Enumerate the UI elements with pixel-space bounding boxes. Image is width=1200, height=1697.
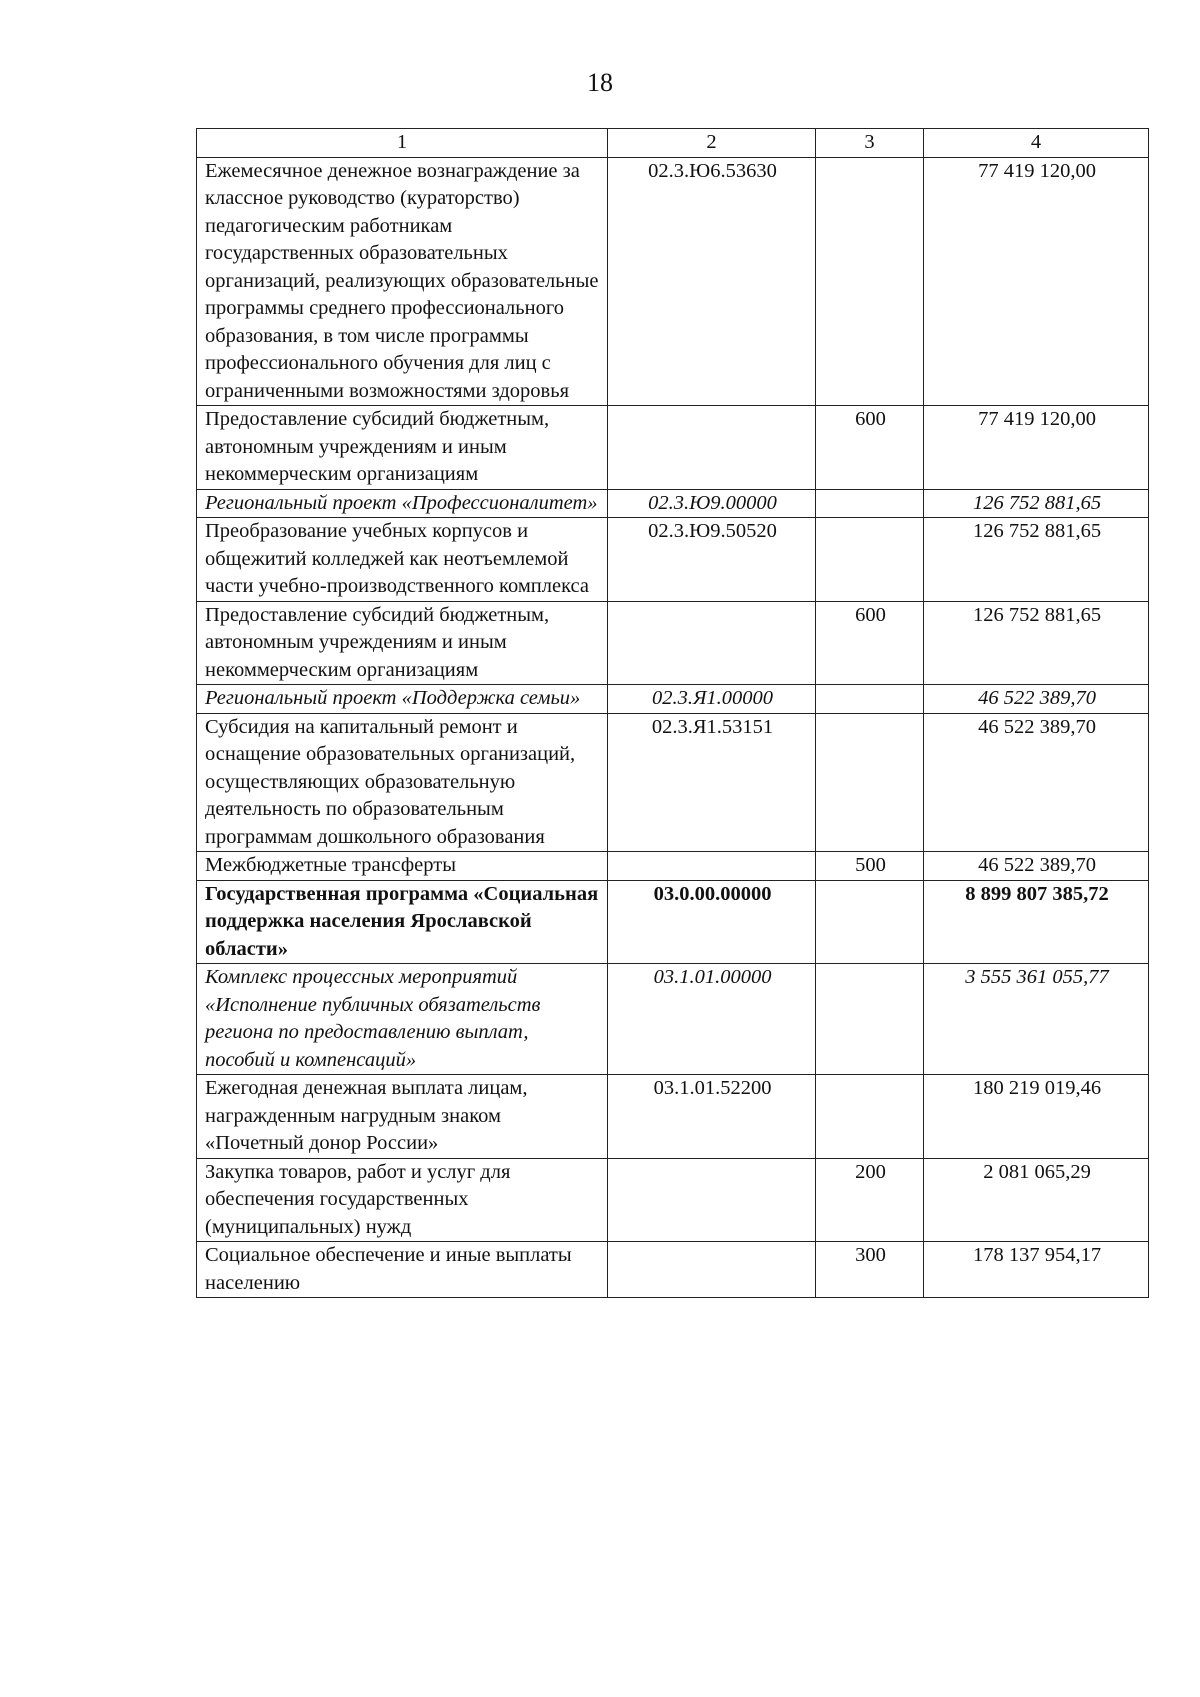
table-header-row	[197, 129, 1149, 158]
row-amount-cell: 46 522 389,70	[924, 713, 1149, 852]
row-code-cell: 02.3.Ю9.50520	[608, 518, 816, 602]
row-amount-cell: 77 419 120,00	[924, 157, 1149, 406]
row-name-cell: Предоставление субсидий бюджетным, автономным учреждениям и иным некоммерческим организациям	[197, 406, 608, 490]
row-expense-type-cell	[816, 713, 924, 852]
row-name-cell: Преобразование учебных корпусов и общежитий колледжей как неотъемлемой части учебно-производственного комплекса	[197, 518, 608, 602]
row-expense-type-cell: 500	[816, 852, 924, 881]
row-amount-cell: 77 419 120,00	[924, 406, 1149, 490]
table-row	[197, 157, 1149, 406]
row-expense-type-cell	[816, 685, 924, 714]
row-expense-type-cell: 600	[816, 406, 924, 490]
row-amount-cell: 180 219 019,46	[924, 1075, 1149, 1159]
page-number: 18	[587, 68, 613, 97]
row-amount-cell: 126 752 881,65	[924, 518, 1149, 602]
budget-table-body	[197, 129, 1149, 1298]
column-header: 1	[197, 129, 608, 158]
row-name-cell: Государственная программа «Социальная поддержка населения Ярославской области»	[197, 880, 608, 964]
row-code-cell: 03.0.00.00000	[608, 880, 816, 964]
row-code-cell: 03.1.01.00000	[608, 964, 816, 1075]
row-code-cell	[608, 852, 816, 881]
row-expense-type-cell	[816, 518, 924, 602]
row-code-cell	[608, 601, 816, 685]
row-expense-type-cell	[816, 964, 924, 1075]
row-name-cell: Предоставление субсидий бюджетным, автономным учреждениям и иным некоммерческим организациям	[197, 601, 608, 685]
row-code-cell: 02.3.Ю9.00000	[608, 489, 816, 518]
table-row	[197, 852, 1149, 881]
row-code-cell: 02.3.Ю6.53630	[608, 157, 816, 406]
table-row	[197, 880, 1149, 964]
row-amount-cell: 3 555 361 055,77	[924, 964, 1149, 1075]
table-row	[197, 406, 1149, 490]
table-row	[197, 1075, 1149, 1159]
row-code-cell	[608, 1242, 816, 1298]
row-code-cell: 02.3.Я1.53151	[608, 713, 816, 852]
row-name-cell: Ежемесячное денежное вознаграждение за классное руководство (кураторство) педагогическим работникам государственных образовательных организаций, реализующих образовательные программы среднего профессионального образования, в том числе программы профессионального обучения для лиц с ограниченными возможностями здоровья	[197, 157, 608, 406]
row-name-cell: Ежегодная денежная выплата лицам, награжденным нагрудным знаком «Почетный донор России»	[197, 1075, 608, 1159]
row-amount-cell: 46 522 389,70	[924, 685, 1149, 714]
row-name-cell: Межбюджетные трансферты	[197, 852, 608, 881]
table-row	[197, 601, 1149, 685]
row-expense-type-cell	[816, 1075, 924, 1159]
column-header: 2	[608, 129, 816, 158]
row-expense-type-cell: 200	[816, 1158, 924, 1242]
row-name-cell: Комплекс процессных мероприятий «Исполнение публичных обязательств региона по предоставлению выплат, пособий и компенсаций»	[197, 964, 608, 1075]
row-expense-type-cell	[816, 880, 924, 964]
table-row	[197, 685, 1149, 714]
row-code-cell	[608, 1158, 816, 1242]
row-code-cell	[608, 406, 816, 490]
column-header: 4	[924, 129, 1149, 158]
row-expense-type-cell	[816, 157, 924, 406]
column-header: 3	[816, 129, 924, 158]
table-row	[197, 518, 1149, 602]
row-name-cell: Региональный проект «Поддержка семьи»	[197, 685, 608, 714]
row-amount-cell: 2 081 065,29	[924, 1158, 1149, 1242]
row-amount-cell: 46 522 389,70	[924, 852, 1149, 881]
table-row	[197, 489, 1149, 518]
budget-table	[196, 128, 1149, 1298]
row-name-cell: Субсидия на капитальный ремонт и оснащение образовательных организаций, осуществляющих образовательную деятельность по образовательным программам дошкольного образования	[197, 713, 608, 852]
table-row	[197, 1158, 1149, 1242]
row-code-cell: 02.3.Я1.00000	[608, 685, 816, 714]
row-name-cell: Социальное обеспечение и иные выплаты населению	[197, 1242, 608, 1298]
row-amount-cell: 126 752 881,65	[924, 489, 1149, 518]
table-row	[197, 1242, 1149, 1298]
table-row	[197, 713, 1149, 852]
row-amount-cell: 126 752 881,65	[924, 601, 1149, 685]
row-name-cell: Региональный проект «Профессионалитет»	[197, 489, 608, 518]
row-code-cell: 03.1.01.52200	[608, 1075, 816, 1159]
row-name-cell: Закупка товаров, работ и услуг для обеспечения государственных (муниципальных) нужд	[197, 1158, 608, 1242]
row-expense-type-cell: 300	[816, 1242, 924, 1298]
row-amount-cell: 8 899 807 385,72	[924, 880, 1149, 964]
row-expense-type-cell: 600	[816, 601, 924, 685]
row-expense-type-cell	[816, 489, 924, 518]
row-amount-cell: 178 137 954,17	[924, 1242, 1149, 1298]
table-row	[197, 964, 1149, 1075]
